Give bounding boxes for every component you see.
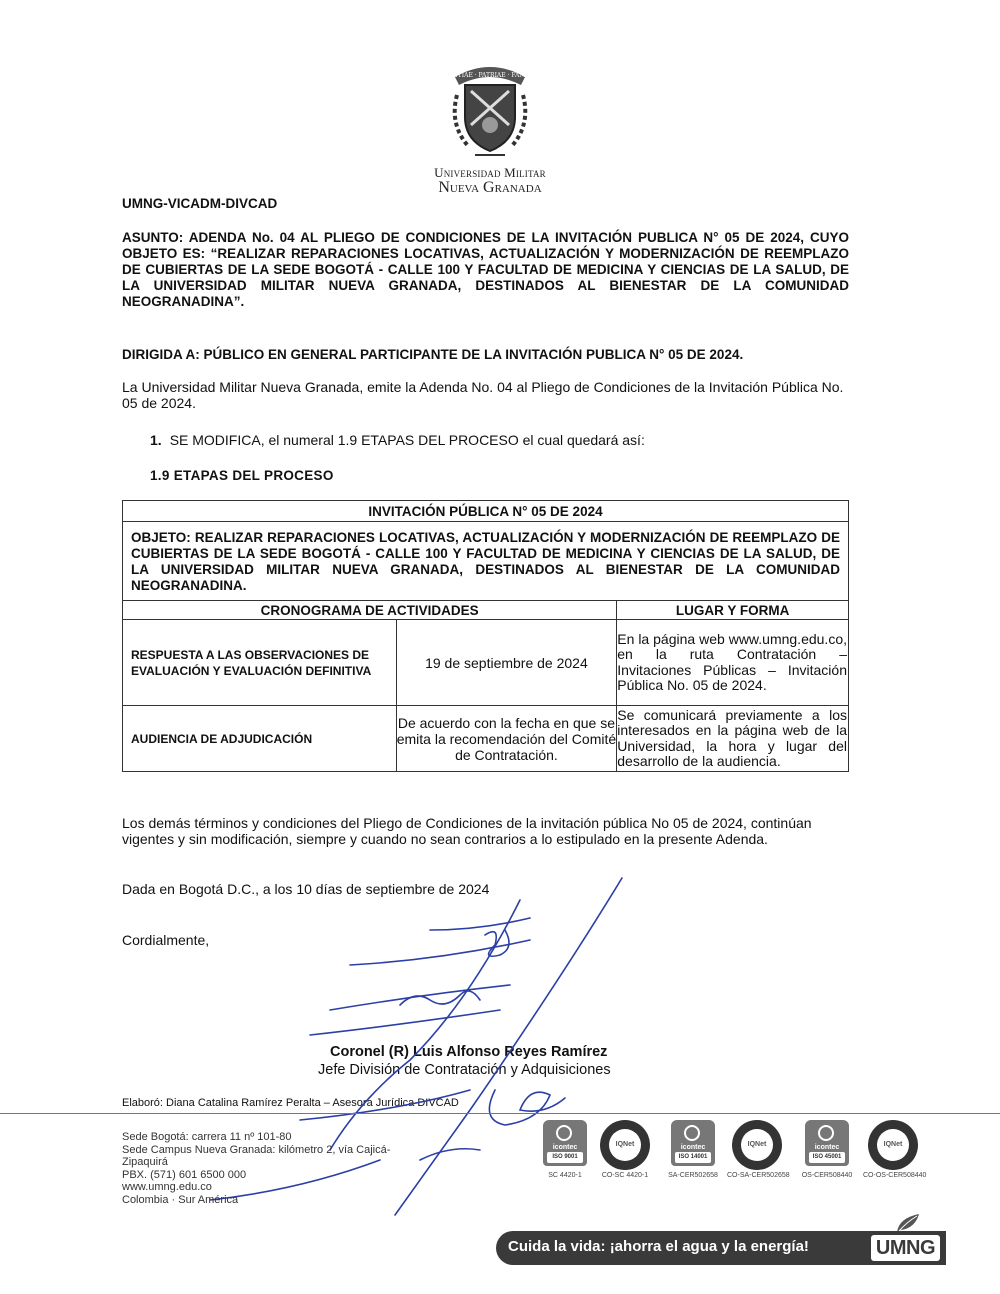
certification-badge	[595, 1120, 655, 1179]
table-row	[123, 706, 849, 772]
university-name-line2: Nueva Granada	[438, 179, 542, 196]
address-line: Sede Bogotá: carrera 11 nº 101-80	[122, 1131, 292, 1143]
item-number: 1.	[150, 432, 162, 448]
university-logo	[420, 55, 560, 197]
column-header-cronograma: CRONOGRAMA DE ACTIVIDADES	[123, 601, 617, 620]
salutation: Cordialmente,	[122, 932, 210, 948]
certification-badge	[663, 1120, 723, 1179]
certification-code: CO-SC 4420-1	[601, 1172, 649, 1179]
iqnet-icon: IQNet	[868, 1120, 918, 1170]
place-cell: Se comunicará previamente a los interesados en la página web de la Universidad, la hora y lugar del desarrollo de la audiencia.	[617, 706, 849, 772]
schedule-table	[122, 500, 849, 772]
subject-paragraph: ASUNTO: ADENDA No. 04 AL PLIEGO DE CONDICIONES DE LA INVITACIÓN PUBLICA N° 05 DE 2024, CUYO OBJETO ES: “REALIZAR REPARACIONES LOCATIVAS, ACTUALIZACIÓN Y MODERNIZACIÓN DE REEMPLAZO DE CUBIERTAS DE LA SEDE BOGOTÁ - CALLE 100 Y FACULTAD DE MEDICINA Y CIENCIAS DE LA SALUD, DE LA UNIVERSIDAD MILITAR NUEVA GRANADA, DESTINADOS AL BIENESTAR DE LA COMUNIDAD NEOGRANADINA”.	[122, 230, 849, 309]
certification-code: SA-CER502658	[668, 1172, 718, 1179]
iqnet-icon: IQNet	[600, 1120, 650, 1170]
certification-badge	[863, 1120, 927, 1179]
icontec-icon: icontec ISO 45001	[805, 1120, 849, 1166]
certification-code: OS-CER508440	[801, 1172, 853, 1179]
icontec-icon: icontec ISO 14001	[671, 1120, 715, 1166]
certifications-row	[535, 1120, 935, 1215]
column-header-lugar: LUGAR Y FORMA	[617, 601, 849, 620]
icontec-icon: icontec ISO 9001	[543, 1120, 587, 1166]
certification-badge	[797, 1120, 857, 1179]
numbered-item	[150, 432, 645, 448]
table-row	[123, 620, 849, 706]
address-line: Colombia · Sur América	[122, 1193, 239, 1206]
address-line: www.umng.edu.co	[122, 1181, 212, 1193]
certification-code: CO-OS-CER508440	[863, 1172, 927, 1179]
certification-code: SC 4420-1	[548, 1172, 582, 1179]
university-name-line1: Universidad Militar	[434, 165, 546, 180]
document-reference: UMNG-VICADM-DIVCAD	[122, 196, 278, 211]
date-cell: 19 de septiembre de 2024	[396, 620, 617, 706]
date-place-line: Dada en Bogotá D.C., a los 10 días de septiembre de 2024	[122, 881, 490, 897]
address-line: Sede Campus Nueva Granada: kilómetro 2, vía Cajicá-Zipaquirá	[122, 1143, 391, 1168]
signer-name: Coronel (R) Luis Alfonso Reyes Ramírez	[330, 1044, 608, 1060]
iqnet-icon: IQNet	[732, 1120, 782, 1170]
section-subheading: 1.9 ETAPAS DEL PROCESO	[150, 468, 334, 483]
prepared-by: Elaboró: Diana Catalina Ramírez Peralta – Asesora Jurídica DIVCAD	[122, 1097, 459, 1109]
table-title: INVITACIÓN PÚBLICA N° 05 DE 2024	[123, 501, 849, 522]
certification-badge	[535, 1120, 595, 1179]
item-text: SE MODIFICA, el numeral 1.9 ETAPAS DEL PROCESO el cual quedará así:	[169, 432, 645, 448]
certification-badge	[727, 1120, 790, 1179]
signer-title: Jefe División de Contratación y Adquisiciones	[318, 1062, 611, 1078]
place-cell: En la página web www.umng.edu.co, en la ruta Contratación – Invitaciones Públicas – Invitación Pública No. 05 de 2024.	[617, 620, 849, 706]
slogan-text: Cuida la vida: ¡ahorra el agua y la energía!	[508, 1238, 809, 1255]
umng-wordmark: UMNG	[871, 1235, 940, 1261]
addressed-to: DIRIGIDA A: PÚBLICO EN GENERAL PARTICIPANTE DE LA INVITACIÓN PUBLICA N° 05 DE 2024.	[122, 347, 744, 362]
intro-paragraph: La Universidad Militar Nueva Granada, emite la Adenda No. 04 al Pliego de Condiciones de la Invitación Pública No. 05 de 2024.	[122, 379, 844, 411]
footer-address	[122, 1131, 402, 1206]
date-cell: De acuerdo con la fecha en que se emita la recomendación del Comité de Contratación.	[396, 706, 617, 772]
closing-paragraph: Los demás términos y condiciones del Pliego de Condiciones de la invitación pública No 05 de 2024, continúan vigentes y sin modificación, siempre y cuando no sean contrarios a lo estipulado en la presente Adenda.	[122, 815, 812, 847]
certification-code: CO-SA-CER502658	[727, 1172, 790, 1179]
footer-slogan-banner	[496, 1231, 946, 1265]
footer-divider	[0, 1113, 1000, 1114]
activity-cell: RESPUESTA A LAS OBSERVACIONES DE EVALUACIÓN Y EVALUACIÓN DEFINITIVA	[123, 620, 397, 706]
activity-cell: AUDIENCIA DE ADJUDICACIÓN	[123, 706, 397, 772]
table-objeto: OBJETO: REALIZAR REPARACIONES LOCATIVAS, ACTUALIZACIÓN Y MODERNIZACIÓN DE REEMPLAZO DE CUBIERTAS DE LA SEDE BOGOTÁ - CALLE 100 Y FACULTAD DE MEDICINA Y CIENCIAS DE LA SALUD, DE LA UNIVERSIDAD MILITAR NUEVA GRANADA, DESTINADOS AL BIENESTAR DE LA COMUNIDAD NEOGRANADINA.	[123, 522, 849, 601]
address-line: PBX. (571) 601 6500 000	[122, 1168, 247, 1181]
coat-of-arms-icon	[435, 55, 545, 165]
logo-motto: SCIENTIAE · PATRIAE · FAMILIAE	[437, 72, 543, 79]
